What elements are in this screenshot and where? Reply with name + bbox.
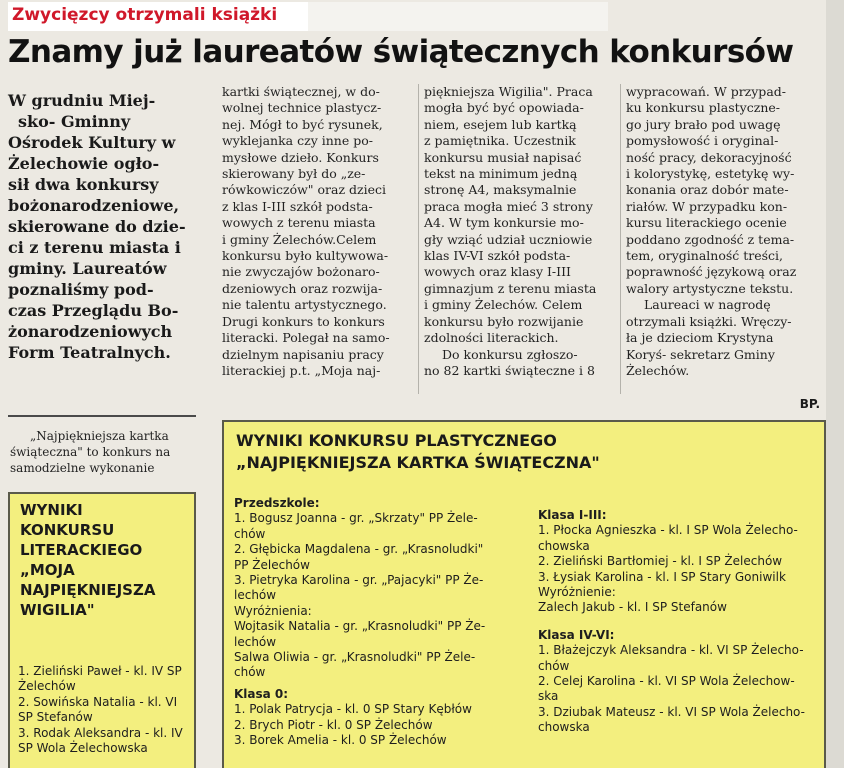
result-line: SP Stefanów xyxy=(18,710,93,725)
body-line: no 82 kartki świąteczne i 8 xyxy=(424,362,595,378)
article-kicker: Zwycięzcy otrzymali książki xyxy=(8,2,308,31)
title-line: „MOJA xyxy=(20,561,75,579)
body-line: tem, oryginalność treści, xyxy=(626,248,784,264)
body-line: praca mogła mieć 3 strony xyxy=(424,198,593,214)
lead-line: żonarodzeniowych xyxy=(8,322,173,341)
body-line: skierowany był do „ze- xyxy=(222,166,366,182)
body-line: mysłowe dzieło. Konkurs xyxy=(222,149,379,165)
title-line: WIGILIA" xyxy=(20,601,95,619)
body-line: kursu literackiego ocenie xyxy=(626,215,787,231)
art-results-left-column xyxy=(234,496,485,749)
result-line: chowska xyxy=(538,538,590,553)
result-line: 1. Zieliński Paweł - kl. IV SP xyxy=(18,664,182,678)
art-results-title xyxy=(236,430,600,474)
body-line: wolnej technice plastycz- xyxy=(222,100,382,116)
result-line: chów xyxy=(234,665,266,680)
body-line: mogła być być opowiada- xyxy=(424,100,584,116)
title-line: NAJPIĘKNIEJSZA xyxy=(20,581,156,599)
article-lead xyxy=(8,90,196,410)
result-line: Zalech Jakub - kl. I SP Stefanów xyxy=(538,600,727,615)
body-line: i gminy Żelechów. Celem xyxy=(424,297,583,313)
body-line: i gminy Żelechów.Celem xyxy=(222,231,377,247)
result-line: Salwa Oliwia - gr. „Krasnoludki" PP Żele- xyxy=(234,650,476,665)
body-line: zdolności literackich. xyxy=(424,330,559,346)
body-line: wowych oraz klasy I-III xyxy=(424,264,571,280)
category-label: Klasa IV-VI: xyxy=(538,627,615,642)
title-line: „NAJPIĘKNIEJSZA KARTKA ŚWIĄTECZNA" xyxy=(236,453,600,472)
lead-line: gminy. Laureatów xyxy=(8,259,167,278)
result-line: 2. Celej Karolina - kl. VI SP Wola Żelechow- xyxy=(538,674,795,689)
result-line: Żelechów xyxy=(18,679,76,694)
lead-line: poznaliśmy pod- xyxy=(8,280,154,299)
lead-divider xyxy=(8,415,196,417)
body-line: Żelechów. xyxy=(626,362,690,378)
body-line: wyklejanka czy inne po- xyxy=(222,133,373,149)
body-line: z klas I-III szkół podsta- xyxy=(222,198,373,214)
body-line: stronę A4, maksymalnie xyxy=(424,182,577,198)
literary-results-title xyxy=(20,500,155,620)
body-line: ku konkursu plastyczne- xyxy=(626,100,780,116)
body-line: konkursu musiał napisać xyxy=(424,149,582,165)
literary-results-box xyxy=(8,492,196,768)
result-line: 3. Dziubak Mateusz - kl. VI SP Wola Żelecho- xyxy=(538,704,805,719)
lead-line: Form Teatralnych. xyxy=(8,343,171,362)
category-label: Klasa 0: xyxy=(234,686,289,701)
intro-line: „Najpiękniejsza kartka xyxy=(30,429,169,443)
article-column-3 xyxy=(626,84,824,404)
result-line: 3. Łysiak Karolina - kl. I SP Stary Goniwilk xyxy=(538,569,786,584)
column-separator xyxy=(418,84,419,394)
body-line: rówkowiczów" oraz dzieci xyxy=(222,182,387,198)
body-line: pomysłowość i oryginal- xyxy=(626,133,779,149)
body-line: wowych z terenu miasta xyxy=(222,215,376,231)
body-line: i kolorystykę, estetykę wy- xyxy=(626,166,795,182)
result-line: 2. Brych Piotr - kl. 0 SP Żelechów xyxy=(234,717,433,732)
lead-line: ci z terenu miasta i xyxy=(8,238,181,257)
body-line: gimnazjum z terenu miasta xyxy=(424,280,597,296)
body-line: ła je dzieciom Krystyna xyxy=(626,330,774,346)
category-label: Klasa I-III: xyxy=(538,508,607,522)
body-line: piękniejsza Wigilia". Praca xyxy=(424,84,593,99)
body-line: niem, esejem lub kartką xyxy=(424,116,577,132)
result-line: 2. Sowińska Natalia - kl. VI xyxy=(18,694,178,709)
result-line: 1. Bogusz Joanna - gr. „Skrzaty" PP Żele- xyxy=(234,511,478,526)
body-line: riałów. W przypadku kon- xyxy=(626,198,788,214)
category-label: Wyróżnienie: xyxy=(538,585,616,600)
body-line: otrzymali książki. Wręczy- xyxy=(626,313,792,329)
body-line: go jury brało pod uwagę xyxy=(626,116,781,132)
result-line: 3. Borek Amelia - kl. 0 SP Żelechów xyxy=(234,733,447,748)
lead-line: Żelechowie ogło- xyxy=(8,154,160,173)
result-line: lechów xyxy=(234,634,277,649)
column-separator xyxy=(620,84,621,394)
body-line: nej. Mógł to być rysunek, xyxy=(222,116,383,132)
result-line: 3. Rodak Aleksandra - kl. IV xyxy=(18,725,183,740)
body-line: A4. W tym konkursie mo- xyxy=(424,215,584,231)
body-line: gły wziąć udział uczniowie xyxy=(424,231,593,247)
body-line: literacki. Polegał na samo- xyxy=(222,330,390,346)
body-line: tekst na minimum jedną xyxy=(424,166,578,182)
body-line: nie talentu artystycznego. xyxy=(222,297,387,313)
article-column-1 xyxy=(222,84,412,404)
adjacent-page-edge xyxy=(826,0,844,768)
article-intro xyxy=(10,428,196,488)
body-line: poddano zgodność z tema- xyxy=(626,231,795,247)
literary-results-list xyxy=(18,664,183,756)
body-line: Do konkursu zgłoszo- xyxy=(442,346,578,362)
lead-line: sko- Gminny xyxy=(18,112,131,131)
result-line: PP Żelechów xyxy=(234,557,310,572)
article-column-2 xyxy=(424,84,616,404)
result-line: 2. Głębicka Magdalena - gr. „Krasnoludki" xyxy=(234,542,484,557)
result-line: ska xyxy=(538,689,559,704)
author-signature: BP. xyxy=(799,397,820,411)
lead-line: Ośrodek Kultury w xyxy=(8,133,176,152)
result-line: 2. Zieliński Bartłomiej - kl. I SP Żelechów xyxy=(538,554,783,569)
title-line: KONKURSU xyxy=(20,521,115,539)
body-line: nie zwyczajów bożonaro- xyxy=(222,264,380,280)
lead-line: skierowane do dzie- xyxy=(8,217,186,236)
result-line: 3. Pietryka Karolina - gr. „Pajacyki" PP Że- xyxy=(234,573,484,588)
body-line: Koryś- sekretarz Gminy xyxy=(626,346,775,362)
result-line: chów xyxy=(234,526,266,541)
body-line: poprawność językową oraz xyxy=(626,264,797,280)
result-line: Wojtasik Natalia - gr. „Krasnoludki" PP Że- xyxy=(234,619,486,634)
intro-line: świąteczna" to konkurs na xyxy=(10,445,171,459)
body-line: klas IV-VI szkół podsta- xyxy=(424,248,571,264)
article-headline: Znamy już laureatów świątecznych konkursów xyxy=(8,34,794,70)
title-line: WYNIKI KONKURSU PLASTYCZNEGO xyxy=(236,431,557,450)
art-results-box xyxy=(222,420,826,768)
body-line: z pamiętnika. Uczestnik xyxy=(424,133,576,149)
result-line: 1. Polak Patrycja - kl. 0 SP Stary Kębłów xyxy=(234,702,472,717)
art-results-right-column xyxy=(538,508,805,736)
body-line: konkursu było rozwijanie xyxy=(424,313,584,329)
body-line: ność pracy, dekoracyjność xyxy=(626,149,792,165)
body-line: walory artystyczne tekstu. xyxy=(626,280,794,296)
body-line: konania oraz dobór mate- xyxy=(626,182,789,198)
body-line: kartki świątecznej, w do- xyxy=(222,84,380,99)
body-line: literackiej p.t. „Moja naj- xyxy=(222,362,381,378)
lead-line: czas Przeglądu Bo- xyxy=(8,301,179,320)
result-line: 1. Płocka Agnieszka - kl. I SP Wola Żelecho- xyxy=(538,523,798,538)
category-label: Wyróżnienia: xyxy=(234,603,312,618)
result-line: chowska xyxy=(538,720,590,735)
category-label: Przedszkole: xyxy=(234,496,320,510)
result-line: chów xyxy=(538,658,570,673)
body-line: konkursu było kultywowa- xyxy=(222,248,389,264)
body-line: wypracowań. W przypad- xyxy=(626,84,786,99)
body-line: Laureaci w nagrodę xyxy=(644,297,771,313)
intro-line: samodzielne wykonanie xyxy=(10,461,155,475)
title-line: LITERACKIEGO xyxy=(20,541,143,559)
result-line: 1. Błażejczyk Aleksandra - kl. VI SP Żelecho- xyxy=(538,643,804,658)
body-line: dzeniowych oraz rozwija- xyxy=(222,280,383,296)
lead-line: sił dwa konkursy xyxy=(8,175,159,194)
lead-line: W grudniu Miej- xyxy=(8,91,156,110)
result-line: SP Wola Żelechowska xyxy=(18,741,148,756)
lead-line: bożonarodzeniowe, xyxy=(8,196,180,215)
body-line: Drugi konkurs to konkurs xyxy=(222,313,385,329)
body-line: dzielnym napisaniu pracy xyxy=(222,346,384,362)
title-line: WYNIKI xyxy=(20,501,83,519)
result-line: lechów xyxy=(234,588,277,603)
